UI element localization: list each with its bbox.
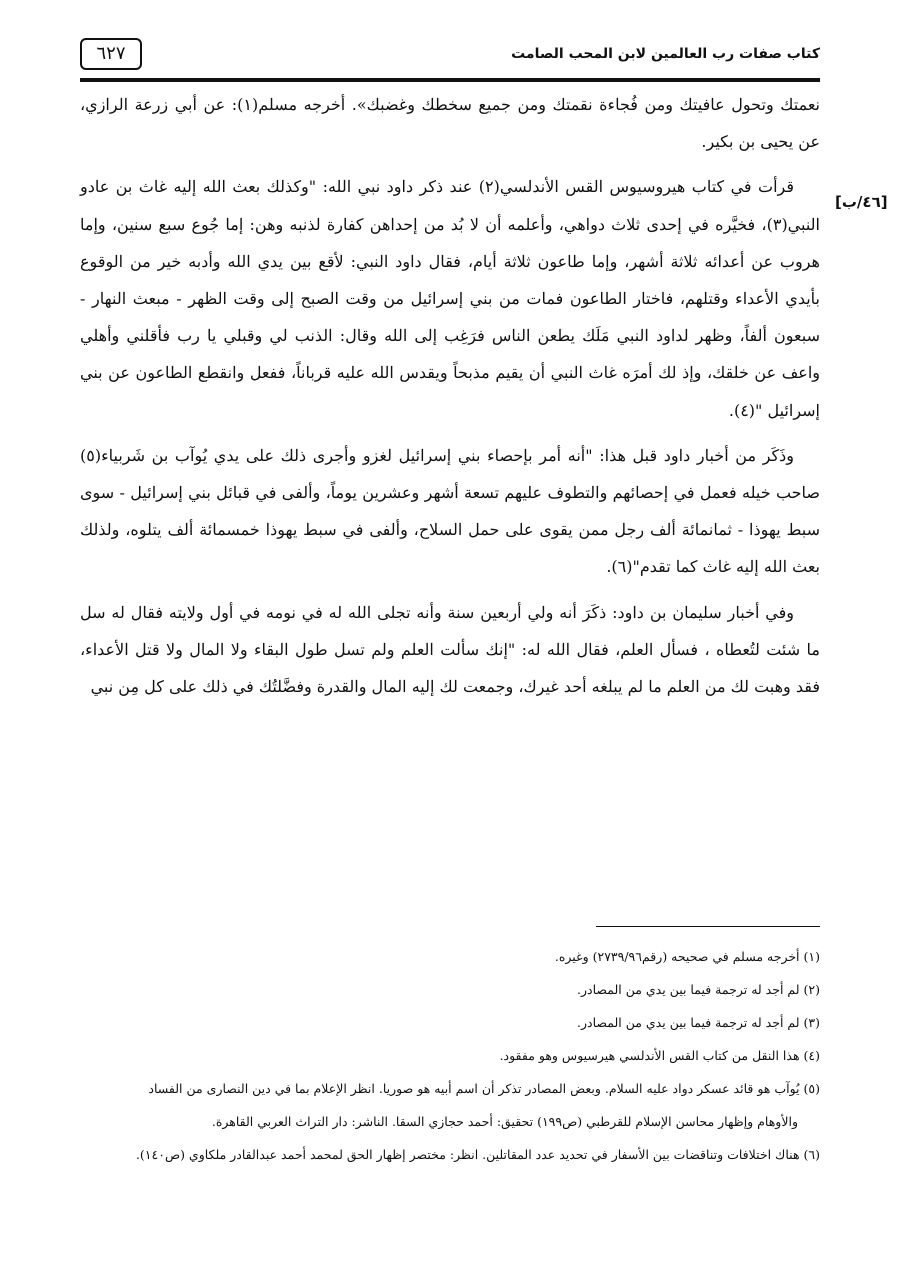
manuscript-folio-ref: [٤٦/ب] [835,193,888,211]
paragraph-4: وفي أخبار سليمان بن داود: ذكَرَ أنه ولي أربعين سنة وأنه تجلى الله له في نومه في أول ولايته فقال له سل ما شئت لتُعطاه ، فسأل العلم، فقال الله له: "إنك سألت العلم ولم تسل طول البقاء ولا المال ولا قتل الأعداء، فقد وهبت لك من العلم ما لم يبلغه أحد غيرك، وجمعت لك إليه المال والقدرة وفضَّلتُك في ذلك على كل مِن نبي [80,602,820,697]
paragraph-2: قرأت في كتاب هيروسيوس القس الأندلسي(٢) عند ذكر داود نبي الله: "وكذلك بعث الله إليه غاث بن عادو النبي(٣)، فخيَّره في إحدى ثلاث دواهي، وأعلمه أن لا بُد من إحداهن كفارة لذنبه وهن: إما جُوع سبع سنين، وإما هروب عن أعدائه ثلاثة أشهر، وإما طاعون ثلاثة أيام، فقال داود النبي: لأقع بين يدي الله وأدبه خير من الوقوع بأيدي الأعداء وقتلهم، فاختار الطاعون فمات من بني إسرائيل من وقت الصبح إلى وقت الظهر - مبعث النهار - سبعون ألفاً، وظهر لداود النبي مَلَك يطعن الناس فرَغِب إلى الله وقال: الذنب لي وقبلي يا رب فأقلني وأهلي واعف عن خلقك، وإذ لك أمرَه غاث النبي أن يقيم مذبحاً ويقدس الله عليه قرباناً، ففعل وانقطع الطاعون عن بني إسرائيل "(٤). [80,177,820,420]
footnote-2: (٢) لم أجد له ترجمة فيما بين يدي من المصادر. [577,982,820,997]
footnote-3: (٣) لم أجد له ترجمة فيما بين يدي من المصادر. [577,1015,820,1030]
footnote-6: (٦) هناك اختلافات وتناقضات بين الأسفار في تحديد عدد المقاتلين. انظر: مختصر إظهار الحق لمحمد أحمد عبدالقادر ملكاوي (ص١٤٠). [135,1147,820,1162]
footnotes [80,940,820,1171]
footnote-5: (٥) يُوآب هو قائد عسكر دواد عليه السلام. وبعض المصادر تذكر أن اسم أبيه هو صوريا. انظر الإعلام بما في دين النصارى من الفساد [148,1081,820,1096]
footnote-1: (١) أخرجه مسلم في صحيحه (رقم٢٧٣٩/٩٦) وغيره. [554,949,820,964]
paragraph-3: وذَكَر من أخبار داود قبل هذا: "أنه أمر بإحصاء بني إسرائيل لغزو وأجرى ذلك على يدي يُوآب بن شَربياء(٥) صاحب خيله فعمل في إحصائهم والتطوف عليهم تسعة أشهر وعشرين يوماً، وألفى في قبائل بني إسرائيل - سوى سبط يهوذا - ثمانمائة ألف رجل ممن يقوى على حمل السلاح، وألفى في سبط يهوذا خمسمائة ألف يتلوه، ولذلك بعث الله إليه غاث كما تقدم"(٦). [80,445,820,577]
header-rule [80,78,820,82]
page-header [80,38,820,82]
footnote-separator [596,926,820,927]
main-text [80,86,820,713]
book-title: كتاب صفات رب العالمين لابن المحب الصامت [511,46,820,62]
page-number: ٦٢٧ [80,38,142,70]
footnote-5-continued: والأوهام وإظهار محاسن الإسلام للقرطبي (ص١٩٩) تحقيق: أحمد حجازي السقا. الناشر: دار التراث العربي القاهرة. [211,1114,798,1129]
footnote-4: (٤) هذا النقل من كتاب القس الأندلسي هيرسيوس وهو مفقود. [499,1048,820,1063]
paragraph-1: نعمتك وتحول عافيتك ومن فُجاءة نقمتك ومن جميع سخطك وغضبك». أخرجه مسلم(١): عن أبي زرعة الرازي، عن يحيى بن بكير. [80,95,820,152]
